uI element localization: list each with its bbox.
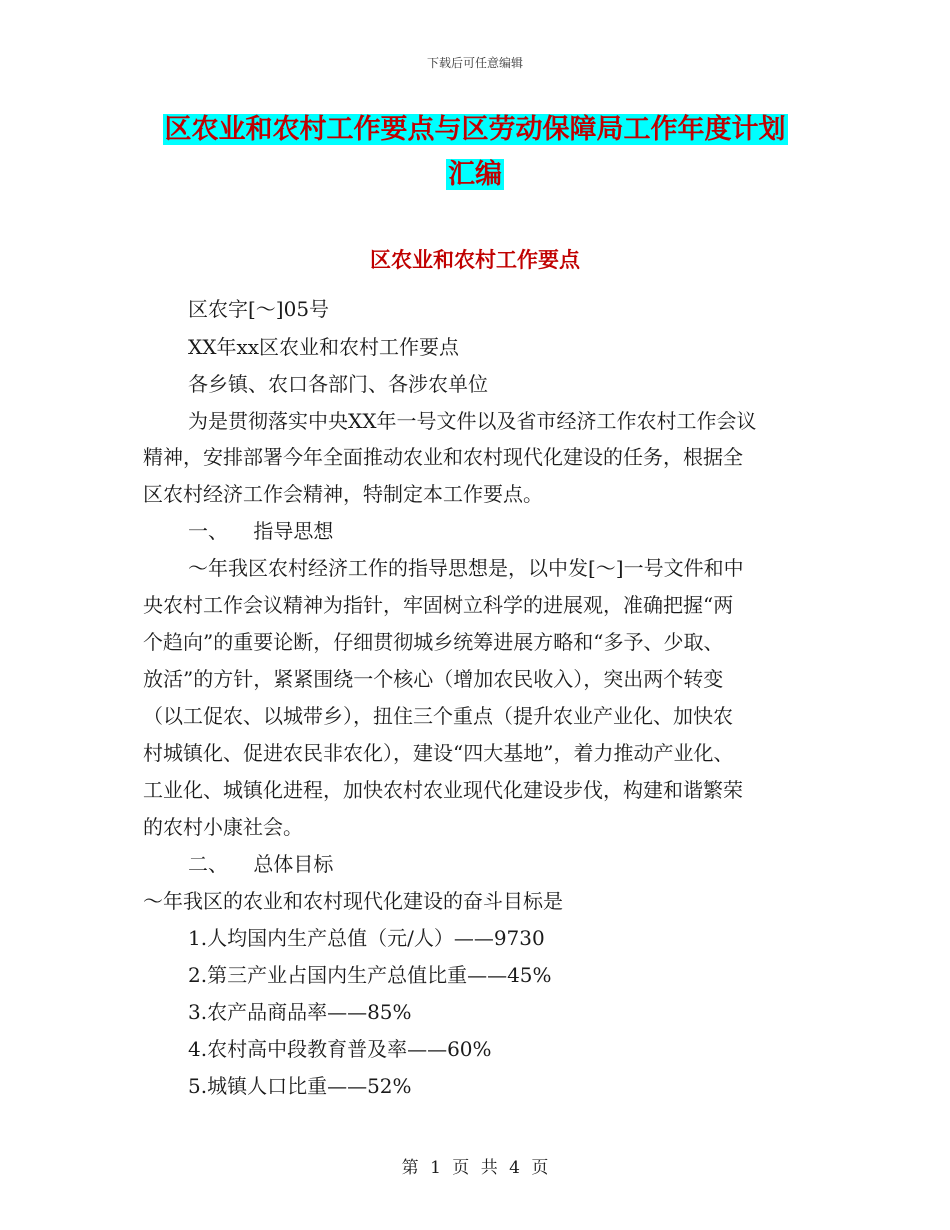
doc-recipients: 各乡镇、农口各部门、各涉农单位 — [188, 372, 488, 396]
document-title-line-1 — [150, 105, 800, 155]
doc-number: 区农字[～]05号 — [188, 297, 330, 321]
paragraph-line: 个趋向”的重要论断，仔细贯彻城乡统筹进展方略和“多予、少取、 — [143, 630, 724, 654]
doc-subject: XX年xx区农业和农村工作要点 — [188, 335, 460, 359]
paragraph-line: （以工促农、以城带乡），扭住三个重点（提升农业产业化、加快农 — [143, 704, 733, 728]
section-title: 区农业和农村工作要点 — [370, 248, 580, 272]
goal-item: 3.农产品商品率——85% — [188, 1000, 412, 1024]
title-highlight: 汇编 — [448, 159, 502, 190]
paragraph-line: 精神，安排部署今年全面推动农业和农村现代化建设的任务，根据全 — [143, 445, 743, 469]
goal-item: 4.农村高中段教育普及率——60% — [188, 1037, 492, 1061]
goal-item: 1.人均国内生产总值（元/人）——9730 — [188, 926, 545, 950]
paragraph-line: ～年我区的农业和农村现代化建设的奋斗目标是 — [143, 889, 563, 913]
paragraph-line: 村城镇化、促进农民非农化），建设“四大基地”，着力推动产业化、 — [143, 741, 734, 765]
goal-item: 2.第三产业占国内生产总值比重——45% — [188, 963, 552, 987]
document-title-line-2 — [150, 150, 800, 200]
paragraph-line: 为是贯彻落实中央XX年一号文件以及省市经济工作农村工作会议 — [188, 409, 757, 433]
heading-overall-goals: 二、 总体目标 — [188, 852, 334, 876]
title-highlight: 区农业和农村工作要点与区劳动保障局工作年度计划 — [164, 114, 786, 145]
paragraph-line: 的农村小康社会。 — [143, 815, 303, 839]
heading-guiding-thought: 一、 指导思想 — [188, 519, 334, 543]
page-header-note: 下载后可任意编辑 — [426, 56, 523, 70]
page-footer: 第 1 页 共 4 页 — [401, 1158, 549, 1178]
paragraph-line: ～年我区农村经济工作的指导思想是，以中发[～]一号文件和中 — [188, 556, 744, 580]
paragraph-line: 央农村工作会议精神为指针，牢固树立科学的进展观，准确把握“两 — [143, 593, 734, 617]
paragraph-line: 放活”的方针，紧紧围绕一个核心（增加农民收入），突出两个转变 — [143, 667, 724, 691]
paragraph-line: 工业化、城镇化进程，加快农村农业现代化建设步伐，构建和谐繁荣 — [143, 778, 743, 802]
paragraph-line: 区农村经济工作会精神，特制定本工作要点。 — [143, 482, 543, 506]
goal-item: 5.城镇人口比重——52% — [188, 1074, 412, 1098]
